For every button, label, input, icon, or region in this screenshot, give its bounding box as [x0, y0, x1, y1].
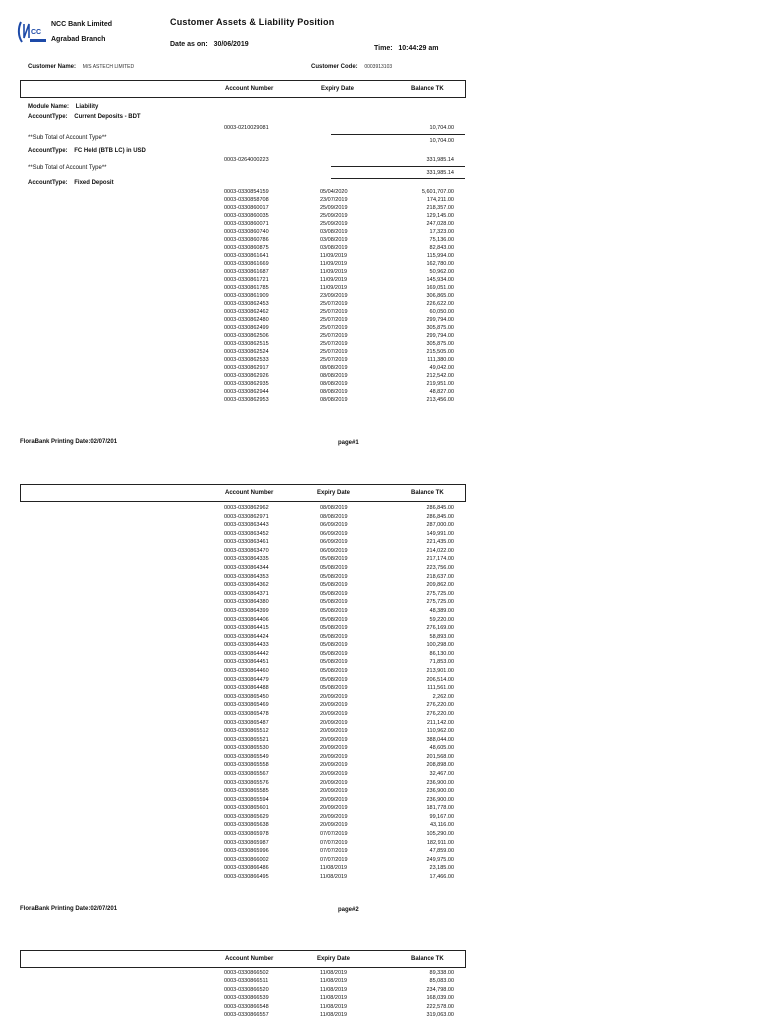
expiry-date: 08/08/2019: [320, 389, 348, 395]
account-number: 0003-0330866002: [224, 856, 269, 863]
print-date-footer: FloraBank Printing Date:02/07/201: [20, 439, 118, 445]
account-number: 0003-0330864353: [224, 573, 269, 580]
customer-name-row: [28, 64, 134, 70]
account-type-row-1: [28, 114, 141, 120]
balance: 286,845.00: [426, 513, 454, 520]
account-type-current: Current Deposits - BDT: [74, 114, 141, 120]
balance: 223,756.00: [426, 565, 454, 572]
report-title: Customer Assets & Liability Position: [170, 17, 335, 27]
expiry-date: 08/08/2019: [320, 505, 348, 511]
col-expiry-date: Expiry Date: [321, 86, 355, 92]
subtotal-rule: [331, 166, 465, 167]
expiry-date: 20/09/2019: [320, 693, 348, 700]
expiry-date: 07/07/2019: [320, 848, 348, 855]
expiry-date: 25/07/2019: [320, 325, 348, 331]
balance: 201,568.00: [426, 753, 454, 760]
balance: 86,130.00: [429, 650, 454, 657]
expiry-date: 25/07/2019: [320, 341, 348, 347]
account-number: 0003-0330865487: [224, 719, 269, 726]
expiry-date: 07/07/2019: [320, 856, 348, 863]
balance: 58,893.00: [429, 633, 454, 640]
balance: 75,136.00: [429, 237, 454, 243]
expiry-date: 06/09/2019: [320, 547, 348, 554]
expiry-date: 07/07/2019: [320, 831, 348, 838]
balance: 129,145.00: [426, 213, 454, 219]
account-number: 0003-0330862524: [224, 349, 269, 355]
account-number: 0003-0330865585: [224, 788, 269, 795]
table-header: [20, 950, 466, 968]
account-type-fixed-deposit: Fixed Deposit: [74, 180, 114, 186]
expiry-date: 20/09/2019: [320, 779, 348, 786]
balance: 23,185.00: [429, 865, 454, 872]
balance: 388,044.00: [426, 736, 454, 743]
account-number: 0003-0330864479: [224, 676, 269, 683]
account-number: 0003-0330862962: [224, 505, 269, 511]
account-number: 0003-0330866520: [224, 986, 269, 993]
expiry-date: 08/08/2019: [320, 381, 348, 387]
account-number: 0003-0330865558: [224, 762, 269, 769]
balance: 89,338.00: [429, 970, 454, 976]
balance: 306,865.00: [426, 293, 454, 299]
account-number: 0003-0330865512: [224, 728, 269, 735]
balance: 48,827.00: [429, 389, 454, 395]
balance: 319,063.00: [426, 1012, 454, 1018]
account-number: 0003-0330861641: [224, 253, 269, 259]
expiry-date: 11/08/2019: [320, 995, 348, 1002]
account-number: 0003-0330864344: [224, 565, 269, 572]
balance: 236,900.00: [426, 788, 454, 795]
expiry-date: 03/08/2019: [320, 245, 348, 251]
expiry-date: 08/08/2019: [320, 397, 348, 403]
balance: 181,778.00: [426, 805, 454, 812]
expiry-date: 05/08/2019: [320, 616, 348, 623]
balance: 174,211.00: [426, 197, 454, 203]
balance: 211,142.00: [426, 719, 454, 726]
balance: 149,991.00: [426, 530, 454, 537]
expiry-date: 11/09/2019: [320, 253, 348, 259]
account-number: 0003-0330862506: [224, 333, 269, 339]
expiry-date: 05/08/2019: [320, 599, 348, 606]
account-number: 0003-0330860740: [224, 229, 269, 235]
account-number: 0003-0330860017: [224, 205, 269, 211]
balance: 48,389.00: [429, 607, 454, 614]
expiry-date: 25/07/2019: [320, 309, 348, 315]
expiry-date: 20/09/2019: [320, 813, 348, 820]
account-number: 0003-0330865594: [224, 796, 269, 803]
account-number: 0003-0330861721: [224, 277, 269, 283]
balance: 71,853.00: [429, 659, 454, 666]
balance: 331,985.14: [426, 157, 454, 163]
ncc-bank-logo-icon: [17, 18, 51, 46]
account-number: 0003-0330865450: [224, 693, 269, 700]
expiry-date: 20/09/2019: [320, 796, 348, 803]
balance: 219,951.00: [426, 381, 454, 387]
balance: 182,911.00: [426, 839, 454, 846]
date-as-on: [170, 41, 249, 48]
subtotal-label: **Sub Total of Account Type**: [28, 165, 107, 171]
balance: 111,561.00: [427, 685, 454, 692]
balance: 10,704.00: [429, 125, 454, 131]
expiry-date: 11/08/2019: [320, 1012, 348, 1018]
balance: 247,028.00: [426, 221, 454, 227]
account-type-fc-held: FC Held (BTB LC) in USD: [74, 148, 146, 154]
subtotal-rule: [331, 134, 465, 135]
expiry-date: 20/09/2019: [320, 753, 348, 760]
expiry-date: 05/08/2019: [320, 625, 348, 632]
account-number: 0003-0330864460: [224, 668, 269, 675]
account-number: 0003-0330862480: [224, 317, 269, 323]
expiry-date: 20/09/2019: [320, 710, 348, 717]
account-number: 0003-0330862926: [224, 373, 269, 379]
balance: 47,859.00: [429, 848, 454, 855]
date-label: Date as on:: [170, 41, 208, 48]
expiry-date: 11/08/2019: [320, 970, 348, 976]
balance: 275,725.00: [426, 599, 454, 606]
expiry-date: 25/07/2019: [320, 301, 348, 307]
account-number: 0003-0330862971: [224, 513, 269, 520]
balance: 218,357.00: [426, 205, 454, 211]
col-balance: Balance TK: [411, 490, 444, 496]
subtotal-label: **Sub Total of Account Type**: [28, 135, 107, 141]
expiry-date: 05/08/2019: [320, 650, 348, 657]
expiry-date: 05/08/2019: [320, 685, 348, 692]
expiry-date: 07/07/2019: [320, 839, 348, 846]
balance: 214,022.00: [426, 547, 454, 554]
customer-code-label: Customer Code:: [311, 64, 358, 70]
expiry-date: 20/09/2019: [320, 719, 348, 726]
expiry-date: 05/08/2019: [320, 573, 348, 580]
expiry-date: 25/07/2019: [320, 333, 348, 339]
subtotal-rule: [331, 178, 465, 179]
expiry-date: 05/08/2019: [320, 676, 348, 683]
account-number: 0003-0330865987: [224, 839, 269, 846]
account-number: 0003-0330865978: [224, 831, 269, 838]
balance: 145,934.00: [426, 277, 454, 283]
balance: 162,780.00: [426, 261, 454, 267]
balance: 105,290.00: [426, 831, 454, 838]
module-name-label: Module Name:: [28, 104, 70, 110]
balance: 59,220.00: [429, 616, 454, 623]
account-number: 0003-0330865521: [224, 736, 269, 743]
account-number: 0003-0330860786: [224, 237, 269, 243]
expiry-date: 23/09/2019: [320, 293, 348, 299]
time-label: Time:: [374, 45, 393, 52]
expiry-date: 05/08/2019: [320, 668, 348, 675]
col-account-number: Account Number: [225, 86, 274, 92]
account-number: 0003-0330864335: [224, 556, 269, 563]
expiry-date: 20/09/2019: [320, 762, 348, 769]
expiry-date: 20/09/2019: [320, 770, 348, 777]
expiry-date: 11/09/2019: [320, 277, 348, 283]
expiry-date: 25/09/2019: [320, 213, 348, 219]
account-number: 0003-0330866502: [224, 970, 269, 976]
table-header: [20, 484, 466, 502]
balance: 305,875.00: [426, 341, 454, 347]
balance: 5,601,707.00: [421, 189, 454, 195]
account-number: 0003-0330864380: [224, 599, 269, 606]
account-number: 0003-0330862462: [224, 309, 269, 315]
subtotal-value: 10,704.00: [429, 138, 454, 144]
balance: 275,725.00: [426, 590, 454, 597]
table-header: [20, 80, 466, 98]
expiry-date: 08/08/2019: [320, 373, 348, 379]
balance: 206,514.00: [426, 676, 454, 683]
account-number: 0003-0210029081: [224, 125, 269, 131]
expiry-date: 25/07/2019: [320, 317, 348, 323]
expiry-date: 03/08/2019: [320, 237, 348, 243]
svg-text:CC: CC: [31, 29, 42, 36]
bank-name: NCC Bank Limited: [51, 21, 113, 28]
expiry-date: 05/08/2019: [320, 633, 348, 640]
account-type-label: AccountType:: [28, 180, 68, 186]
expiry-date: 05/08/2019: [320, 582, 348, 589]
balance: 50,962.00: [429, 269, 454, 275]
balance: 234,798.00: [426, 986, 454, 993]
balance: 299,794.00: [426, 333, 454, 339]
expiry-date: 11/09/2019: [320, 261, 348, 267]
balance: 213,901.00: [426, 668, 454, 675]
balance: 100,298.00: [426, 642, 454, 649]
balance: 222,578.00: [426, 1003, 454, 1010]
account-number: 0003-0330865567: [224, 770, 269, 777]
account-number: 0003-0330864371: [224, 590, 269, 597]
col-balance: Balance TK: [411, 86, 444, 92]
expiry-date: 05/08/2019: [320, 642, 348, 649]
balance: 249,975.00: [426, 856, 454, 863]
balance: 168,039.00: [426, 995, 454, 1002]
account-number: 0003-0330864362: [224, 582, 269, 589]
balance: 17,323.00: [429, 229, 454, 235]
account-number: 0003-0330864399: [224, 607, 269, 614]
expiry-date: 05/08/2019: [320, 607, 348, 614]
time: [374, 45, 438, 52]
account-number: 0003-0330866495: [224, 873, 269, 880]
account-type-label: AccountType:: [28, 114, 68, 120]
balance: 82,843.00: [429, 245, 454, 251]
expiry-date: 05/08/2019: [320, 659, 348, 666]
expiry-date: 11/08/2019: [320, 865, 348, 872]
branch-name: Agrabad Branch: [51, 36, 106, 43]
account-number: 0003-0330861909: [224, 293, 269, 299]
col-balance: Balance TK: [411, 956, 444, 962]
account-number: 0003-0330863443: [224, 522, 269, 529]
balance: 276,220.00: [426, 702, 454, 709]
account-number: 0003-0330865601: [224, 805, 269, 812]
account-number: 0003-0330864433: [224, 642, 269, 649]
account-number: 0003-0330862935: [224, 381, 269, 387]
print-date-footer: FloraBank Printing Date:02/07/201: [20, 906, 118, 912]
expiry-date: 08/08/2019: [320, 513, 348, 520]
expiry-date: 05/08/2019: [320, 556, 348, 563]
balance: 226,622.00: [426, 301, 454, 307]
page-number: page#1: [338, 440, 359, 446]
expiry-date: 05/08/2019: [320, 565, 348, 572]
account-number: 0003-0330865576: [224, 779, 269, 786]
expiry-date: 11/08/2019: [320, 986, 348, 993]
balance: 221,435.00: [426, 539, 454, 546]
expiry-date: 11/09/2019: [320, 269, 348, 275]
expiry-date: 11/08/2019: [320, 978, 348, 985]
account-number: 0003-0330862499: [224, 325, 269, 331]
balance: 213,456.00: [426, 397, 454, 403]
expiry-date: 06/09/2019: [320, 530, 348, 537]
account-number: 0003-0330866511: [224, 978, 269, 985]
account-number: 0003-0330858708: [224, 197, 269, 203]
account-number: 0003-0330865996: [224, 848, 269, 855]
expiry-date: 11/09/2019: [320, 285, 348, 291]
account-number: 0003-0264000223: [224, 157, 269, 163]
date-value: 30/06/2019: [213, 41, 249, 48]
balance: 287,000.00: [426, 522, 454, 529]
expiry-date: 20/09/2019: [320, 736, 348, 743]
expiry-date: 25/09/2019: [320, 221, 348, 227]
balance: 115,994.00: [426, 253, 454, 259]
account-number: 0003-0330866548: [224, 1003, 269, 1010]
balance: 286,845.00: [426, 505, 454, 511]
module-name: Liability: [75, 104, 99, 110]
account-number: 0003-0330865638: [224, 822, 269, 829]
expiry-date: 20/09/2019: [320, 728, 348, 735]
expiry-date: 20/09/2019: [320, 702, 348, 709]
col-expiry-date: Expiry Date: [317, 490, 351, 496]
col-account-number: Account Number: [225, 490, 274, 496]
balance: 209,862.00: [426, 582, 454, 589]
expiry-date: 20/09/2019: [320, 805, 348, 812]
expiry-date: 11/08/2019: [320, 1003, 348, 1010]
account-number: 0003-0330854159: [224, 189, 269, 195]
account-number: 0003-0330865549: [224, 753, 269, 760]
account-number: 0003-0330862917: [224, 365, 269, 371]
account-type-row-2: [28, 148, 146, 154]
expiry-date: 25/07/2019: [320, 349, 348, 355]
balance: 215,505.00: [426, 349, 454, 355]
balance: 276,220.00: [426, 710, 454, 717]
col-expiry-date: Expiry Date: [317, 956, 351, 962]
balance: 299,794.00: [426, 317, 454, 323]
expiry-date: 11/08/2019: [320, 873, 348, 880]
expiry-date: 05/08/2019: [320, 590, 348, 597]
expiry-date: 08/08/2019: [320, 365, 348, 371]
expiry-date: 25/09/2019: [320, 205, 348, 211]
expiry-date: 25/07/2019: [320, 357, 348, 363]
account-number: 0003-0330860875: [224, 245, 269, 251]
balance: 169,051.00: [426, 285, 454, 291]
account-number: 0003-0330866539: [224, 995, 269, 1002]
account-type-label: AccountType:: [28, 148, 68, 154]
balance: 17,466.00: [429, 873, 454, 880]
balance: 48,605.00: [429, 745, 454, 752]
balance: 218,637.00: [426, 573, 454, 580]
balance: 236,900.00: [426, 796, 454, 803]
account-number: 0003-0330864442: [224, 650, 269, 657]
account-number: 0003-0330866486: [224, 865, 269, 872]
account-number: 0003-0330862533: [224, 357, 269, 363]
balance: 49,042.00: [429, 365, 454, 371]
module-name-row: [28, 104, 98, 110]
expiry-date: 06/09/2019: [320, 522, 348, 529]
account-number: 0003-0330862953: [224, 397, 269, 403]
balance: 99,167.00: [429, 813, 454, 820]
account-number: 0003-0330863461: [224, 539, 269, 546]
balance: 212,542.00: [426, 373, 454, 379]
balance: 43,116.00: [429, 822, 454, 829]
account-number: 0003-0330861687: [224, 269, 269, 275]
account-number: 0003-0330863452: [224, 530, 269, 537]
balance: 305,875.00: [426, 325, 454, 331]
subtotal-value: 331,985.14: [426, 170, 454, 176]
account-number: 0003-0330864406: [224, 616, 269, 623]
balance: 111,380.00: [427, 357, 454, 363]
expiry-date: 20/09/2019: [320, 822, 348, 829]
account-number: 0003-0330864451: [224, 659, 269, 666]
account-number: 0003-0330864424: [224, 633, 269, 640]
customer-name: M/S ASTECH LIMITED: [82, 64, 135, 70]
balance: 60,050.00: [429, 309, 454, 315]
expiry-date: 05/04/2020: [320, 189, 348, 195]
expiry-date: 20/09/2019: [320, 788, 348, 795]
balance: 236,900.00: [426, 779, 454, 786]
account-number: 0003-0330864415: [224, 625, 269, 632]
customer-code-row: [311, 64, 392, 70]
col-account-number: Account Number: [225, 956, 274, 962]
account-number: 0003-0330865530: [224, 745, 269, 752]
balance: 85,083.00: [429, 978, 454, 985]
account-number: 0003-0330863470: [224, 547, 269, 554]
expiry-date: 03/08/2019: [320, 229, 348, 235]
account-number: 0003-0330861785: [224, 285, 269, 291]
account-number: 0003-0330860035: [224, 213, 269, 219]
customer-code: 0003913103: [364, 64, 393, 70]
account-number: 0003-0330865469: [224, 702, 269, 709]
account-number: 0003-0330864488: [224, 685, 269, 692]
balance: 110,962.00: [426, 728, 454, 735]
expiry-date: 23/07/2019: [320, 197, 348, 203]
account-number: 0003-0330860071: [224, 221, 269, 227]
page-number: page#2: [338, 907, 359, 913]
account-number: 0003-0330862515: [224, 341, 269, 347]
expiry-date: 20/09/2019: [320, 745, 348, 752]
time-value: 10:44:29 am: [398, 45, 439, 52]
balance: 32,467.00: [429, 770, 454, 777]
account-type-row-3: [28, 180, 114, 186]
balance: 217,174.00: [426, 556, 454, 563]
account-number: 0003-0330865478: [224, 710, 269, 717]
balance: 276,169.00: [426, 625, 454, 632]
balance: 208,898.00: [426, 762, 454, 769]
customer-name-label: Customer Name:: [28, 64, 77, 70]
account-number: 0003-0330866557: [224, 1012, 269, 1018]
account-number: 0003-0330865629: [224, 813, 269, 820]
balance: 2,262.00: [432, 693, 454, 700]
account-number: 0003-0330862944: [224, 389, 269, 395]
account-number: 0003-0330861669: [224, 261, 269, 267]
expiry-date: 06/09/2019: [320, 539, 348, 546]
account-number: 0003-0330862453: [224, 301, 269, 307]
